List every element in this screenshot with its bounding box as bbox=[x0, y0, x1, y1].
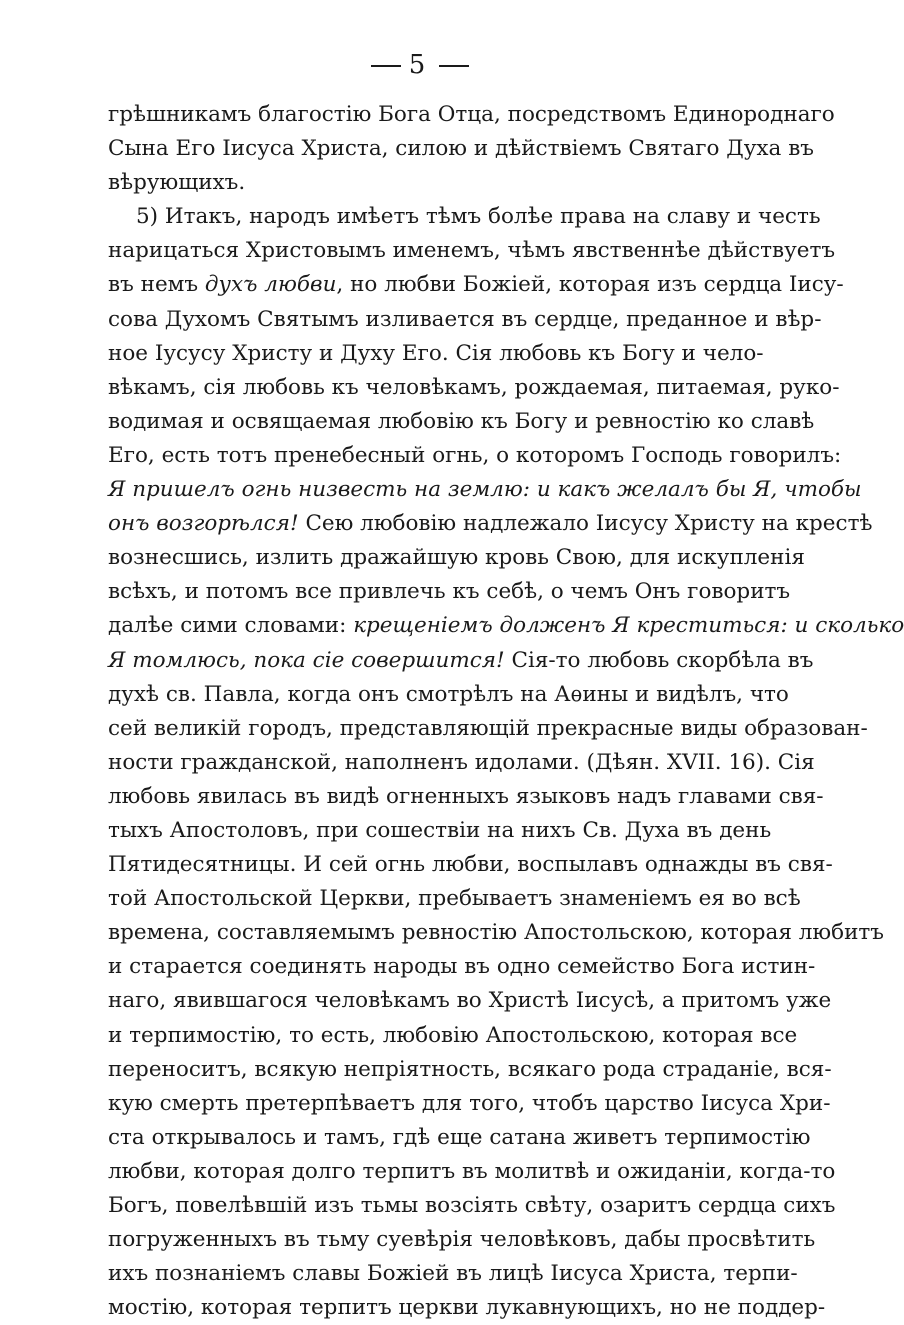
text-line bbox=[108, 780, 824, 814]
text-line bbox=[108, 950, 816, 984]
text-segment: погруженныхъ въ тьму суевѣрія человѣковъ, дабы просвѣтить bbox=[108, 1227, 816, 1253]
text-line bbox=[108, 234, 836, 268]
text-segment: Сына Его Іисуса Христа, силою и дѣйствіемъ Святаго Духа въ bbox=[108, 136, 814, 162]
text-line bbox=[108, 916, 884, 950]
italic-text: Я пришелъ огнь низвесть на землю: и какъ желалъ бы Я, чтобы bbox=[108, 477, 862, 503]
text-segment: нарицаться Христовымъ именемъ, чѣмъ явственнѣе дѣйствуетъ bbox=[108, 238, 836, 264]
text-segment: въ немъ bbox=[108, 272, 205, 298]
text-line bbox=[108, 1087, 831, 1121]
text-segment: ное Іусусу Христу и Духу Его. Сія любовь къ Богу и чело- bbox=[108, 340, 764, 366]
text-segment: грѣшникамъ благостію Бога Отца, посредствомъ Единороднаго bbox=[108, 102, 835, 127]
text-line bbox=[108, 1155, 836, 1189]
text-segment: вѣрующихъ. bbox=[108, 170, 246, 196]
text-line bbox=[108, 268, 844, 302]
text-segment: далѣе сими словами: bbox=[108, 613, 354, 639]
text-segment: Сею любовію надлежало Іисусу Христу на крестѣ bbox=[298, 511, 873, 537]
text-line bbox=[108, 166, 734, 200]
text-line bbox=[108, 1121, 811, 1155]
text-segment: времена, составляемымъ ревностію Апостольскою, которая любитъ bbox=[108, 920, 884, 946]
text-segment: водимая и освящаемая любовію къ Богу и ревностію ко славѣ bbox=[108, 408, 815, 434]
italic-text: онъ возгорѣлся! bbox=[108, 511, 299, 537]
text-segment: , но любви Божіей, которая изъ сердца Іису- bbox=[336, 272, 844, 298]
italic-text: духъ любви bbox=[204, 272, 337, 298]
text-segment: Пятидесятницы. И сей огнь любви, воспылавъ однажды въ свя- bbox=[108, 852, 833, 878]
text-line bbox=[108, 1189, 836, 1223]
text-segment: сей великій городъ, представляющій прекрасные виды образован- bbox=[108, 715, 868, 741]
text-segment: Сія-то любовь скорбѣла въ bbox=[504, 647, 814, 673]
text-line bbox=[108, 1053, 832, 1087]
text-line bbox=[108, 746, 815, 780]
text-segment: переноситъ, всякую непріятность, всякаго рода страданіе, вся- bbox=[108, 1056, 832, 1082]
text-line bbox=[108, 848, 833, 882]
text-line bbox=[108, 1019, 798, 1053]
right-dash bbox=[439, 65, 469, 67]
text-segment: и терпимостію, то есть, любовію Апостольскою, которая все bbox=[108, 1022, 798, 1048]
text-line bbox=[108, 678, 789, 712]
text-line bbox=[108, 882, 801, 916]
page-number bbox=[0, 50, 840, 80]
text-line bbox=[108, 609, 904, 643]
text-segment: наго, явившагося человѣкамъ во Христѣ Іисусѣ, а притомъ уже bbox=[108, 988, 832, 1014]
text-line bbox=[108, 473, 862, 507]
text-segment: той Апостольской Церкви, пребываетъ знаменіемъ ея во всѣ bbox=[108, 886, 801, 912]
left-dash bbox=[371, 65, 401, 67]
text-line bbox=[108, 200, 821, 234]
text-segment: любовь явилась въ видѣ огненныхъ языковъ надъ главами свя- bbox=[108, 783, 824, 809]
text-segment: вознесшись, излить дражайшую кровь Свою, для искупленія bbox=[108, 545, 805, 571]
text-segment: и старается соединять народы въ одно семейство Бога истин- bbox=[108, 954, 816, 980]
text-line bbox=[108, 644, 814, 678]
text-line bbox=[108, 507, 873, 541]
text-line bbox=[108, 371, 840, 405]
text-line bbox=[108, 439, 842, 473]
text-segment: кую смерть претерпѣваетъ для того, чтобъ царство Іисуса Хри- bbox=[108, 1090, 831, 1116]
body-text bbox=[108, 98, 904, 1325]
text-line bbox=[108, 712, 868, 746]
text-line bbox=[108, 303, 822, 337]
text-line bbox=[108, 575, 791, 609]
text-segment: ста открывалось и тамъ, гдѣ еще сатана живетъ терпимостію bbox=[108, 1124, 811, 1150]
text-line bbox=[108, 337, 764, 371]
text-line bbox=[108, 1223, 816, 1257]
italic-text: крещеніемъ долженъ Я креститься: и сколько bbox=[353, 613, 904, 639]
text-segment: сова Духомъ Святымъ изливается въ сердце, преданное и вѣр- bbox=[108, 306, 822, 332]
text-segment: 5) Итакъ, народъ имѣетъ тѣмъ болѣе права на славу и честь bbox=[136, 204, 821, 230]
text-segment: тыхъ Апостоловъ, при сошествіи на нихъ Св. Духа въ день bbox=[108, 817, 772, 843]
text-line bbox=[108, 541, 805, 575]
text-segment: Его, есть тотъ пренебесный огнь, о которомъ Господь говорилъ: bbox=[108, 442, 842, 468]
page-number-value: 5 bbox=[408, 50, 432, 80]
text-line bbox=[108, 814, 772, 848]
text-segment: мостію, которая терпитъ церкви лукавнующихъ, но не поддер- bbox=[108, 1295, 826, 1321]
text-segment: любви, которая долго терпитъ въ молитвѣ и ожиданіи, когда-то bbox=[108, 1158, 836, 1184]
text-segment: духѣ св. Павла, когда онъ смотрѣлъ на Аѳины и видѣлъ, что bbox=[108, 681, 789, 707]
text-line bbox=[108, 1291, 826, 1325]
text-line bbox=[108, 1257, 798, 1291]
text-segment: вѣкамъ, сія любовь къ человѣкамъ, рождаемая, питаемая, руко- bbox=[108, 374, 840, 400]
text-segment: ихъ познаніемъ славы Божіей въ лицѣ Іисуса Христа, терпи- bbox=[108, 1261, 798, 1287]
italic-text: Я томлюсь, пока сіе совершится! bbox=[108, 647, 505, 673]
text-line bbox=[108, 98, 835, 132]
text-segment: Богъ, повелѣвшій изъ тьмы возсіять свѣту, озаритъ сердца сихъ bbox=[108, 1193, 836, 1218]
text-line bbox=[108, 132, 814, 166]
text-line bbox=[108, 984, 832, 1018]
text-segment: ности гражданской, наполненъ идолами. (Дѣян. XVII. 16). Сія bbox=[108, 749, 815, 775]
text-line bbox=[108, 405, 815, 439]
text-segment: всѣхъ, и потомъ все привлечь къ себѣ, о чемъ Онъ говоритъ bbox=[108, 579, 791, 605]
